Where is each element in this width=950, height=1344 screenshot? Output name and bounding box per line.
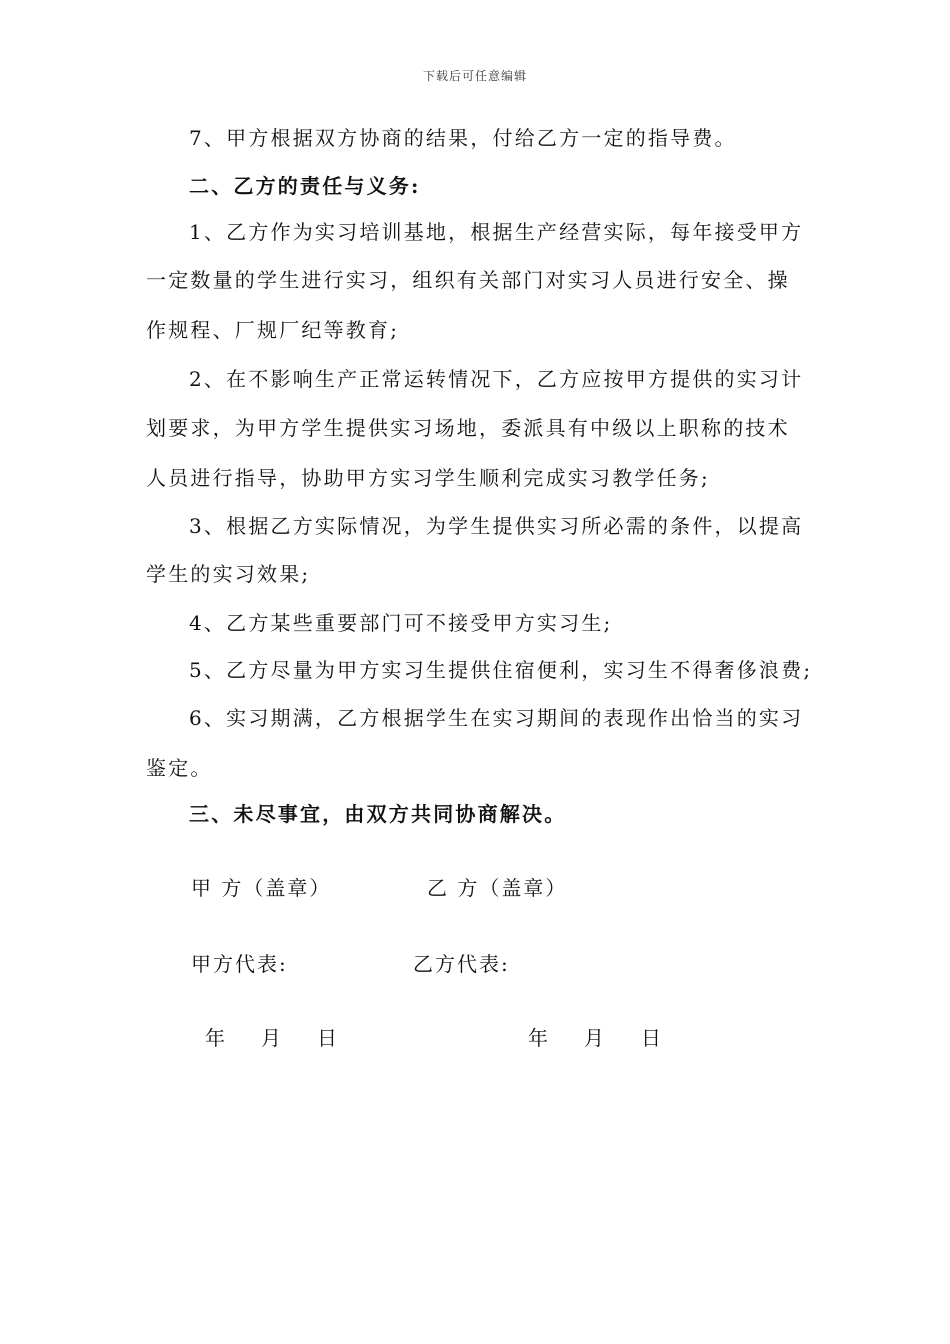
party-a-date-day: 日: [317, 1026, 337, 1050]
clause-1-line-1: 1、乙方作为实习培训基地，根据生产经营实际，每年接受甲方: [189, 220, 804, 244]
party-a-representative-label: 甲方代表:: [191, 952, 288, 976]
party-b-date-month: 月: [584, 1026, 604, 1050]
clause-5: 5、乙方尽量为甲方实习生提供住宿便利，实习生不得奢侈浪费;: [189, 658, 813, 682]
clause-1-line-2: 一定数量的学生进行实习，组织有关部门对实习人员进行安全、操: [146, 268, 790, 292]
party-b-seal-label: 乙 方（盖章）: [427, 876, 568, 900]
clause-3-line-2: 学生的实习效果;: [146, 562, 311, 586]
party-a-date-year: 年: [205, 1026, 225, 1050]
clause-6-line-1: 6、实习期满，乙方根据学生在实习期间的表现作出恰当的实习: [189, 706, 804, 730]
clause-4: 4、乙方某些重要部门可不接受甲方实习生;: [189, 611, 613, 635]
party-a-date-month: 月: [261, 1026, 281, 1050]
clause-2-line-1: 2、在不影响生产正常运转情况下，乙方应按甲方提供的实习计: [189, 367, 804, 391]
party-b-representative-label: 乙方代表:: [413, 952, 510, 976]
clause-7: 7、甲方根据双方协商的结果，付给乙方一定的指导费。: [189, 126, 737, 150]
party-b-date-year: 年: [528, 1026, 548, 1050]
clause-6-line-2: 鉴定。: [146, 756, 213, 780]
section-3-heading: 三、未尽事宜，由双方共同协商解决。: [189, 802, 567, 826]
clause-2-line-2: 划要求，为甲方学生提供实习场地，委派具有中级以上职称的技术: [146, 416, 790, 440]
party-a-seal-label: 甲 方（盖章）: [191, 876, 332, 900]
clause-3-line-1: 3、根据乙方实际情况，为学生提供实习所必需的条件，以提高: [189, 514, 804, 538]
clause-1-line-3: 作规程、厂规厂纪等教育;: [146, 318, 400, 342]
section-2-heading: 二、乙方的责任与义务:: [189, 174, 421, 198]
party-b-date-day: 日: [641, 1026, 661, 1050]
clause-2-line-3: 人员进行指导，协助甲方实习学生顺利完成实习教学任务;: [146, 466, 710, 490]
header-note: 下载后可任意编辑: [422, 69, 527, 83]
